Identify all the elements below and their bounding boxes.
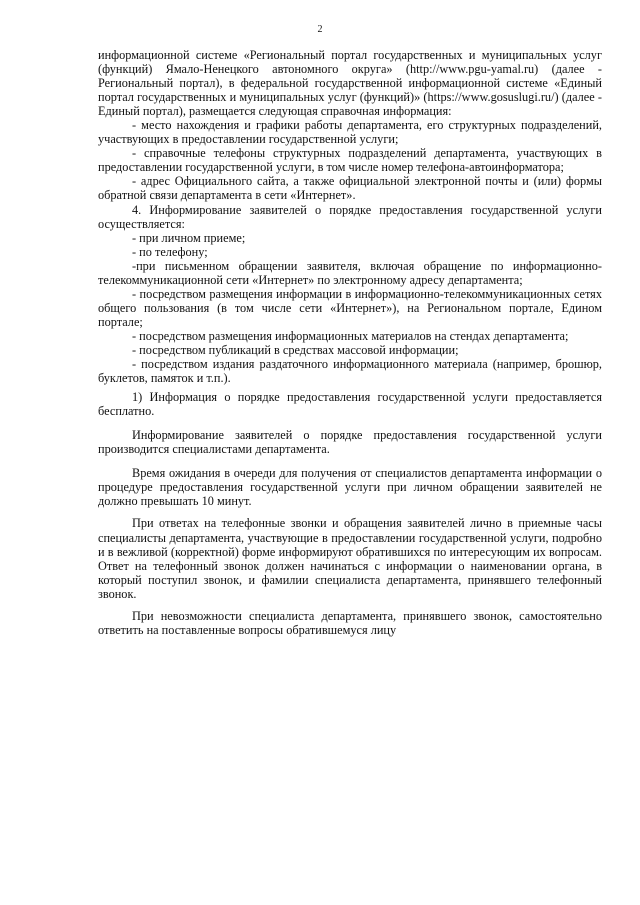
document-body [98, 48, 602, 637]
list-item-website: - адрес Официального сайта, а также официальной электронной почты и (или) формы обратной связи департамента в сети «Интернет». [98, 174, 602, 203]
paragraph-specialists: Информирование заявителей о порядке предоставления государственной услуги производится специалистами департамента. [98, 428, 602, 457]
paragraph-impossibility: При невозможности специалиста департамента, принявшего звонок, самостоятельно ответить на поставленные вопросы обратившемуся лицу [98, 608, 602, 637]
paragraph-waiting: Время ожидания в очереди для получения от специалистов департамента информации о процедуре предоставления государственной услуги при личном обращении заявителей не должно превышать 10 минут. [98, 466, 602, 509]
paragraph-phone-answers: При ответах на телефонные звонки и обращения заявителей лично в приемные часы специалисты департамента, участвующие в предоставлении государственной услуги, подробно и в вежливой (корректной) форме информируют обратившихся по интересующим их вопросам. Ответ на телефонный звонок должен начинаться с информации о наименовании органа, в который поступил звонок, и фамилии специалиста департамента, принявшего телефонный звонок. [98, 516, 602, 601]
list-item-stands: - посредством размещения информационных материалов на стендах департамента; [132, 328, 569, 343]
list-item-networks: - посредством размещения информации в информационно-телекоммуникационных сетях общего пользования (в том числе сети «Интернет»), на Региональном портале, Едином портале; [98, 286, 602, 329]
page-number: 2 [317, 24, 323, 35]
list-item-written: -при письменном обращении заявителя, включая обращение по информационно-телекоммуникационной сети «Интернет» по электронному адресу департамента; [98, 258, 602, 287]
paragraph-item-4: 4. Информирование заявителей о порядке предоставления государственной услуги осуществляется: [98, 202, 602, 231]
paragraph-free: 1) Информация о порядке предоставления государственной услуги предоставляется бесплатно. [98, 390, 602, 419]
list-item-phone: - по телефону; [132, 244, 208, 259]
list-item-handouts: - посредством издания раздаточного информационного материала (например, брошюр, буклетов, памяток и т.п.). [98, 357, 602, 386]
list-item-media: - посредством публикаций в средствах массовой информации; [132, 342, 459, 357]
list-item-personal: - при личном приеме; [132, 230, 246, 245]
paragraph-intro: информационной системе «Региональный портал государственных и муниципальных услуг (функций) Ямало-Ненецкого автономного округа» (http://www.pgu-yamal.ru) (далее - Региональный портал), в федеральной государственной информационной системе «Единый портал государственных и муниципальных услуг (функций)» (https://www.gosuslugi.ru/) (далее - Единый портал), размещается следующая справочная информация: [98, 48, 602, 119]
list-item-phones: - справочные телефоны структурных подразделений департамента, участвующих в предоставлении государственной услуги, в том числе номер телефона-автоинформатора; [98, 146, 602, 175]
list-item-location: - место нахождения и графики работы департамента, его структурных подразделений, участвующих в предоставлении государственной услуги; [98, 118, 602, 147]
